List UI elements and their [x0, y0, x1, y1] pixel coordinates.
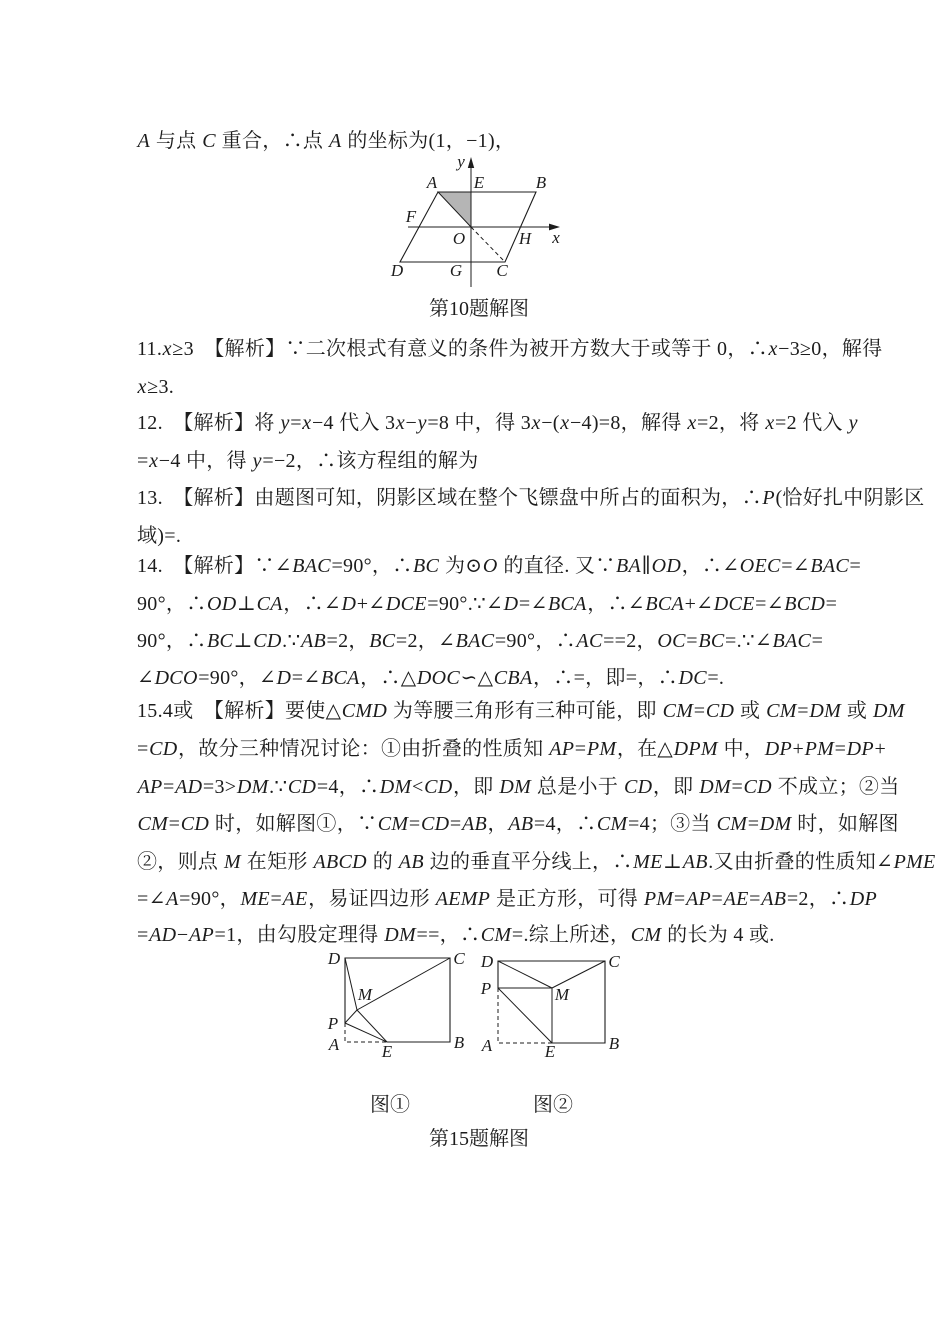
axis-label-y: y	[457, 152, 465, 171]
point-label-H: H	[518, 229, 532, 248]
point-label-C: C	[453, 949, 465, 968]
point-label-E: E	[381, 1042, 393, 1061]
point-label-D: D	[390, 261, 404, 280]
solution-line-q15-3: AP=AD=3>DM.∵CD=4，∴DM<CD，即 DM 总是小于 CD，即 DM=CD 不成立；②当	[137, 776, 900, 798]
point-label-A: A	[328, 1035, 340, 1054]
point-label-D: D	[327, 949, 341, 968]
q15-figure-2	[480, 952, 621, 1061]
q10-dashed-oc	[471, 227, 505, 262]
q15f1-line-DM	[345, 958, 357, 1010]
point-label-B: B	[453, 1033, 465, 1052]
point-label-F: F	[405, 207, 417, 226]
axis-label-x: x	[552, 228, 560, 247]
solution-line-q14-2: 90°，∴OD⊥CA，∴∠D+∠DCE=90°.∵∠D=∠BCA，∴∠BCA+∠DCE=∠BCD=	[137, 593, 838, 615]
solution-line-q14-3: 90°，∴BC⊥CD.∵AB=2，BC=2，∠BAC=90°，∴AC==2，OC=BC=.∵∠BAC=	[137, 630, 824, 652]
solution-line-q12-1: 12. 【解析】将 y=x−4 代入 3x−y=8 中，得 3x−(x−4)=8，解得 x=2，将 x=2 代入 y	[137, 412, 858, 434]
solution-line-q13-1: 13. 【解析】由题图可知，阴影区域在整个飞镖盘中所占的面积为，∴P(恰好扎中阴影区	[137, 487, 925, 509]
solution-line-q14-1: 14. 【解析】∵∠BAC=90°，∴BC 为⊙O 的直径. 又∵BA∥OD，∴∠OEC=∠BAC=	[137, 555, 862, 577]
solution-line-q14-4: ∠DCO=90°，∠D=∠BCA，∴△DOC∽△CBA，∴=，即=，∴DC=.	[137, 667, 725, 689]
q15f1-line-PE	[345, 1023, 387, 1042]
figure-q10	[385, 150, 575, 295]
solution-line-q11-2: x≥3.	[137, 376, 175, 398]
solution-line-q13-2: 域)=.	[137, 525, 182, 547]
solution-line-q15-1: 15.4或 【解析】要使△CMD 为等腰三角形有三种可能，即 CM=CD 或 CM=DM 或 DM	[137, 700, 905, 722]
y-axis-arrow-icon	[468, 157, 474, 168]
q15f1-line-ME	[357, 1010, 387, 1042]
solution-line-q15-7: =AD−AP=1，由勾股定理得 DM==，∴CM=.综上所述，CM 的长为 4 或.	[137, 924, 775, 946]
solution-line-q11-1: 11.x≥3 【解析】∵二次根式有意义的条件为被开方数大于或等于 0，∴x−3≥0，解得	[137, 338, 883, 360]
point-label-B: B	[535, 173, 547, 192]
q15f2-line-CM	[552, 961, 605, 988]
figure-q10-caption: 第10题解图	[429, 298, 529, 320]
solution-line-q15-2: =CD，故分三种情况讨论：①由折叠的性质知 AP=PM，在△DPM 中，DP+PM=DP+	[137, 738, 887, 760]
point-label-E: E	[544, 1042, 556, 1061]
solution-line-q15-5: ②，则点 M 在矩形 ABCD 的 AB 边的垂直平分线上，∴ME⊥AB.又由折叠的性质知∠PME	[137, 851, 936, 873]
point-label-D: D	[480, 952, 494, 971]
point-label-P: P	[480, 979, 492, 998]
q15f2-line-DM	[498, 961, 552, 988]
solution-line-q12-2: =x−4 中，得 y=−2，∴该方程组的解为	[137, 450, 479, 472]
point-label-P: P	[327, 1014, 339, 1033]
q15f2-line-PE	[498, 988, 552, 1043]
point-label-O: O	[452, 229, 466, 248]
intro-line: A 与点 C 重合，∴点 A 的坐标为(1，−1)，	[137, 130, 516, 152]
figure-q15-subcaption-1: 图①	[370, 1094, 410, 1116]
figure-q15-subcaption-2: 图②	[533, 1094, 573, 1116]
point-label-M: M	[357, 985, 373, 1004]
point-label-A: A	[481, 1036, 493, 1055]
point-label-A: A	[426, 173, 438, 192]
point-label-G: G	[449, 261, 463, 280]
point-label-E: E	[473, 173, 485, 192]
q15f1-line-PM	[345, 1010, 357, 1023]
figure-q15	[320, 945, 632, 1063]
q10-shaded-triangle	[438, 192, 471, 227]
point-label-M: M	[554, 985, 570, 1004]
solution-line-q15-6: =∠A=90°，ME=AE，易证四边形 AEMP 是正方形，可得 PM=AP=AE=AB=2，∴DP	[137, 888, 878, 910]
point-label-C: C	[608, 952, 620, 971]
point-label-C: C	[496, 261, 508, 280]
solution-line-q15-4: CM=CD 时，如解图①，∵CM=CD=AB，AB=4，∴CM=4；③当 CM=DM 时，如解图	[137, 813, 899, 835]
point-label-B: B	[608, 1034, 620, 1053]
figure-q15-caption: 第15题解图	[429, 1128, 529, 1150]
q15-figure-1	[327, 949, 466, 1061]
